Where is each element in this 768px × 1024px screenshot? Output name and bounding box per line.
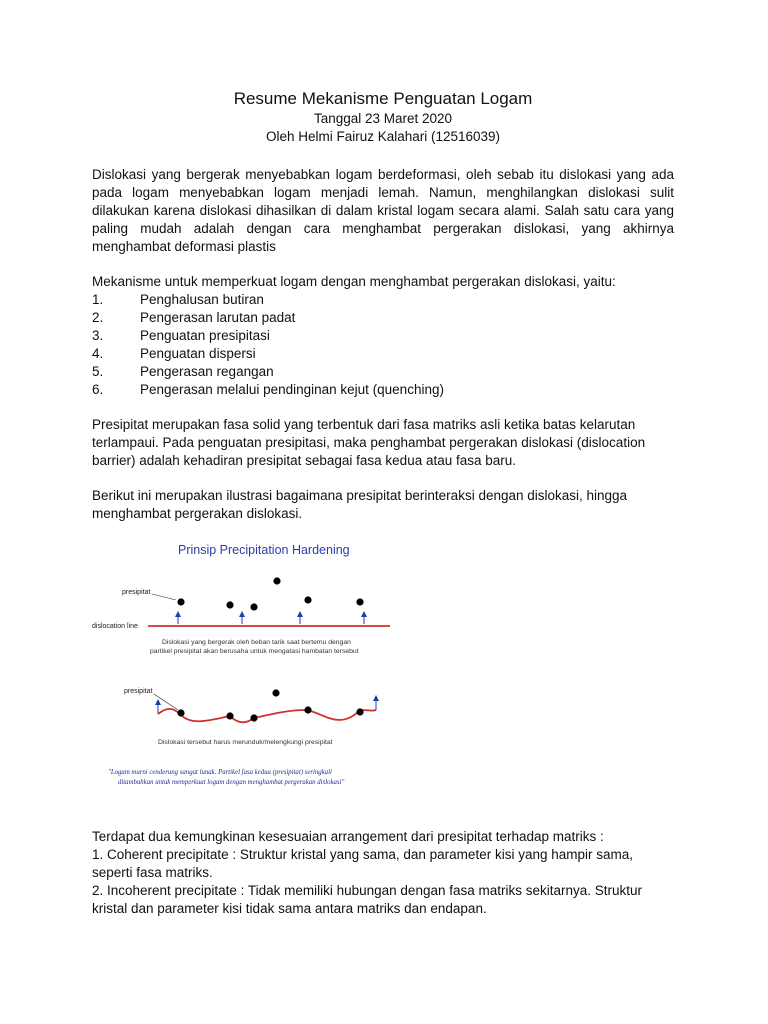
paragraph-intro: Dislokasi yang bergerak menyebabkan logam berdeformasi, oleh sebab itu dislokasi yang ada pada logam menyebabkan logam menjadi lemah. Namun, menghilangkan dislokasi sulit dilakukan karena dislokasi dihasilkan di dalam kristal logam secara alami. Salah satu cara yang paling mudah adalah dengan cara menghambat pergerakan dislokasi, yang akhirnya menghambat deformasi plastis <box>92 167 674 254</box>
coherence-section <box>92 828 674 918</box>
precipitation-hardening-figure <box>92 538 412 800</box>
precipitate <box>250 714 257 721</box>
precipitate <box>177 709 184 716</box>
list-item: 5. Pengerasan regangan <box>92 364 274 379</box>
quote-line1: "Logam murni cenderung sangat lunak. Partikel fasa kedua (presipitat) seringkali <box>108 769 332 776</box>
paragraph-arrangement: Terdapat dua kemungkinan kesesuaian arrangement dari presipitat terhadap matriks : <box>92 829 604 844</box>
caption-2: Dislokasi tersebut harus merunduk/melengkungi presipitat <box>158 739 333 746</box>
caption-1-line2: partikel presipitat akan berusaha untuk mengatasi hambatan tersebut <box>150 648 359 655</box>
list-item: 6. Pengerasan melalui pendinginan kejut (quenching) <box>92 382 444 397</box>
paragraph-presipitat: Presipitat merupakan fasa solid yang terbentuk dari fasa matriks asli ketika batas kelarutan terlampaui. Pada penguatan presipitasi, maka penghambat pergerakan dislokasi (dislocation barrier) adalah kehadiran presipitat sebagai fasa kedua atau fasa baru. <box>92 417 646 468</box>
precipitate <box>304 596 311 603</box>
list-item: 2. Pengerasan larutan padat <box>92 310 296 325</box>
precipitate <box>273 577 280 584</box>
list-item: 3. Penguatan presipitasi <box>92 328 270 343</box>
list-item: 1. Penghalusan butiran <box>92 292 264 307</box>
precipitate <box>250 603 257 610</box>
precipitate <box>272 689 279 696</box>
quote-line2: ditambahkan untuk memperkuat logam dengan menghambat pergerakan dislokasi" <box>118 779 345 786</box>
paragraph-illustration-intro: Berikut ini merupakan ilustrasi bagaimana presipitat berinteraksi dengan dislokasi, hingga menghambat pergerakan dislokasi. <box>92 488 628 521</box>
caption-1-line1: Dislokasi yang bergerak oleh beban tarik saat bertemu dengan <box>162 639 351 646</box>
precipitate <box>177 598 184 605</box>
paragraph-incoherent: 2. Incoherent precipitate : Tidak memiliki hubungan dengan fasa matriks sekitarnya. Struktur kristal dan parameter kisi tidak sama antara matriks dan endapan. <box>92 883 643 916</box>
document-author: Oleh Helmi Fairuz Kalahari (12516039) <box>265 129 501 144</box>
bent-dislocation-line <box>158 709 376 722</box>
precipitate <box>356 598 363 605</box>
document-title: Resume Mekanisme Penguatan Logam <box>233 89 533 108</box>
paragraph-coherent: 1. Coherent precipitate : Struktur kristal yang sama, dan parameter kisi yang hampir sama, seperti fasa matriks. <box>92 847 633 880</box>
paragraph-mechanism-intro: Mekanisme untuk memperkuat logam dengan menghambat pergerakan dislokasi, yaitu: <box>92 274 616 289</box>
pointer-presipitat-1 <box>152 594 176 600</box>
mechanism-list <box>92 291 674 399</box>
precipitate <box>226 712 233 719</box>
label-presipitat-1: presipitat <box>122 589 151 596</box>
precipitate <box>304 706 311 713</box>
figure-title: Prinsip Precipitation Hardening <box>178 543 350 557</box>
label-dislocation-line: dislocation line <box>92 623 138 630</box>
label-presipitat-2: presipitat <box>124 688 153 695</box>
document-page <box>92 88 674 523</box>
precipitate <box>226 601 233 608</box>
list-item: 4. Penguatan dispersi <box>92 346 256 361</box>
precipitate <box>356 708 363 715</box>
document-date: Tanggal 23 Maret 2020 <box>313 111 453 126</box>
